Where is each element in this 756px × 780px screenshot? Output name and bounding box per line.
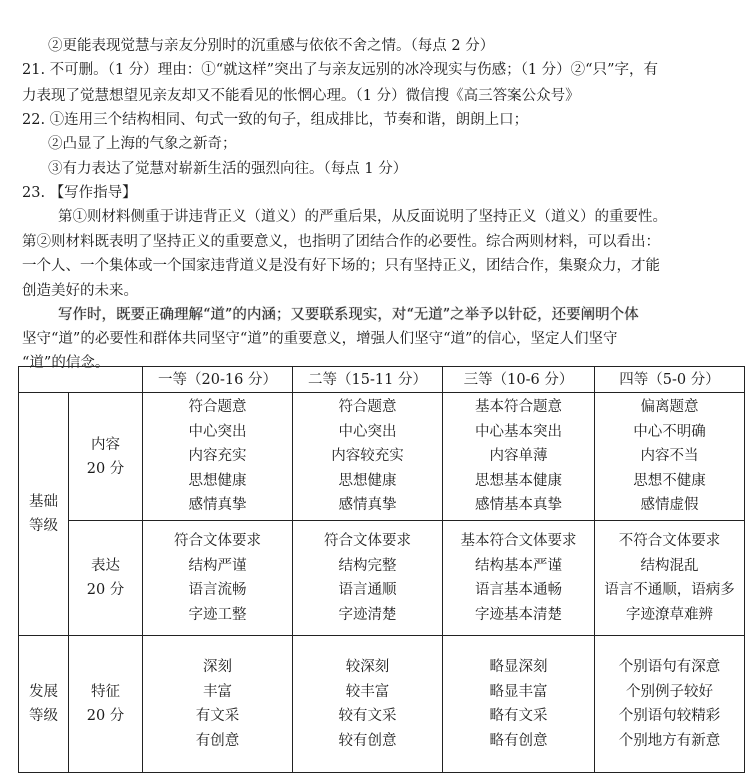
cell-line: 内容较充实 — [331, 448, 404, 465]
cell-content-grade-3 — [443, 393, 595, 521]
cell-line: 感情虚假 — [640, 497, 699, 514]
cell-line: 中心突出 — [338, 423, 397, 440]
cell-line: 较深刻 — [345, 659, 390, 675]
text-line-6: ③有力表达了觉慧对崭新生活的强烈向往。（每点 1 分） — [48, 161, 408, 177]
cell-line: 思想不健康 — [633, 472, 706, 489]
cell-line: 深刻 — [203, 659, 232, 675]
cell-expression-grade-2 — [293, 521, 443, 636]
cell-line: 基本符合题意 — [475, 399, 562, 416]
cell-line: 结构严谨 — [188, 557, 247, 574]
cell-line: 基本符合文体要求 — [460, 533, 577, 549]
cell-line: 丰富 — [203, 683, 232, 700]
cell-line: 语言基本通畅 — [475, 582, 562, 598]
cell-line: 不符合文体要求 — [618, 533, 721, 549]
cell-line: 偏离题意 — [640, 399, 699, 416]
cell-expression-grade-4 — [595, 521, 745, 636]
cell-line: 结构完整 — [338, 557, 397, 574]
cell-line: 个别地方有新意 — [618, 732, 721, 749]
cell-line: 略显丰富 — [489, 683, 548, 700]
text-line-9: 第②则材料既表明了坚持正义的重要意义，也指明了团结合作的必要性。综合两则材料，可以看出： — [22, 234, 660, 250]
row-label-feature-name: 特征 — [91, 684, 120, 700]
header-grade-3: 三等（10-6 分） — [443, 367, 595, 393]
grading-rubric-table — [18, 366, 745, 773]
cell-line: 思想健康 — [188, 472, 247, 489]
text-line-7: 23. 【写作指导】 — [22, 185, 137, 201]
text-line-1: ②更能表现觉慧与亲友分别时的沉重感与依依不舍之情。（每点 2 分） — [48, 38, 495, 54]
row-expression — [19, 521, 745, 636]
cell-content-grade-2 — [293, 393, 443, 521]
cell-line: 较有文采 — [338, 708, 397, 724]
cell-line: 语言通顺 — [338, 582, 397, 598]
row-label-expression-score: 20 分 — [86, 582, 125, 598]
cell-line: 结构基本严谨 — [475, 557, 562, 574]
cell-feature-grade-1 — [143, 636, 293, 773]
cell-line: 字迹清楚 — [338, 606, 397, 623]
cell-line: 中心基本突出 — [475, 423, 562, 440]
cell-line: 有创意 — [195, 732, 240, 749]
row-content — [19, 393, 745, 521]
cell-expression-grade-1 — [143, 521, 293, 636]
cell-line: 字迹工整 — [188, 606, 247, 623]
cell-feature-grade-4 — [595, 636, 745, 773]
text-line-13: 坚守“道”的必要性和群体共同坚守“道”的重要意义，增强人们坚守“道”的信心，坚定人们坚守 — [22, 331, 618, 347]
group-basic-line-1: 基础 — [29, 494, 58, 510]
cell-line: 思想基本健康 — [475, 472, 562, 489]
cell-line: 内容单薄 — [489, 448, 548, 465]
header-grade-4: 四等（5-0 分） — [595, 367, 745, 393]
header-row — [19, 367, 745, 393]
cell-line: 略有文采 — [489, 708, 548, 724]
header-grade-2: 二等（15-11 分） — [293, 367, 443, 393]
cell-line: 感情基本真挚 — [475, 497, 562, 514]
cell-feature-grade-2 — [293, 636, 443, 773]
text-line-2: 21. 不可删。（1 分）理由：①“就这样”突出了与亲友远别的冰冷现实与伤感；（1 分）②“只”字，有 — [22, 62, 658, 78]
text-line-3: 力表现了觉慧想望见亲友却又不能看见的怅惘心理。（1 分）微信搜《高三答案公众号》 — [22, 88, 580, 104]
cell-line: 有文采 — [195, 708, 240, 724]
row-label-expression-name: 表达 — [91, 558, 120, 574]
cell-line: 感情真挚 — [338, 497, 397, 514]
header-corner — [19, 367, 143, 393]
text-line-4: 22. ①连用三个结构相同、句式一致的句子，组成排比，节奏和谐，朗朗上口； — [22, 112, 529, 128]
row-label-content-score: 20 分 — [86, 460, 125, 477]
text-line-11: 创造美好的未来。 — [22, 283, 138, 299]
cell-content-grade-1 — [143, 393, 293, 521]
cell-line: 略有创意 — [489, 732, 548, 749]
cell-line: 字迹潦草难辨 — [626, 606, 713, 623]
cell-line: 符合文体要求 — [174, 533, 261, 549]
group-develop — [19, 636, 69, 773]
text-line-14: “道”的信念。 — [22, 355, 110, 371]
cell-line: 中心不明确 — [633, 423, 706, 440]
row-label-content — [69, 393, 143, 521]
cell-line: 符合题意 — [338, 399, 397, 416]
group-develop-line-1: 发展 — [29, 684, 58, 700]
row-label-feature-score: 20 分 — [86, 708, 125, 724]
cell-line: 结构混乱 — [640, 557, 699, 574]
text-line-8: 第①则材料侧重于讲违背正义（道义）的严重后果，从反面说明了坚持正义（道义）的重要性。 — [58, 209, 667, 225]
group-basic — [19, 393, 69, 636]
text-line-10: 一个人、一个集体或一个国家违背道义是没有好下场的；只有坚持正义，团结合作，集聚众力，才能 — [22, 258, 660, 274]
row-feature — [19, 636, 745, 773]
cell-expression-grade-3 — [443, 521, 595, 636]
row-label-expression — [69, 521, 143, 636]
cell-line: 中心突出 — [188, 423, 247, 440]
cell-line: 较有创意 — [338, 732, 397, 749]
cell-line: 略显深刻 — [489, 659, 548, 675]
cell-line: 语言流畅 — [188, 582, 247, 598]
cell-line: 较丰富 — [345, 683, 390, 700]
cell-line: 符合文体要求 — [324, 533, 411, 549]
row-label-content-name: 内容 — [91, 436, 120, 453]
cell-line: 符合题意 — [188, 399, 247, 416]
group-basic-line-2: 等级 — [29, 518, 58, 534]
cell-line: 内容充实 — [188, 448, 247, 465]
cell-line: 个别语句有深意 — [618, 659, 721, 675]
group-develop-line-2: 等级 — [29, 708, 58, 724]
text-line-12: 写作时，既要正确理解“道”的内涵；又要联系现实，对“无道”之举予以针砭，还要阐明个体 — [58, 307, 639, 323]
header-grade-1: 一等（20-16 分） — [143, 367, 293, 393]
cell-line: 个别语句较精彩 — [618, 708, 721, 724]
row-label-feature — [69, 636, 143, 773]
cell-content-grade-4 — [595, 393, 745, 521]
cell-line: 字迹基本清楚 — [475, 606, 562, 623]
cell-feature-grade-3 — [443, 636, 595, 773]
cell-line: 语言不通顺，语病多 — [604, 582, 735, 598]
cell-line: 内容不当 — [640, 448, 699, 465]
cell-line: 思想健康 — [338, 472, 397, 489]
cell-line: 个别例子较好 — [626, 683, 713, 700]
text-line-5: ②凸显了上海的气象之新奇； — [48, 136, 237, 152]
cell-line: 感情真挚 — [188, 497, 247, 514]
